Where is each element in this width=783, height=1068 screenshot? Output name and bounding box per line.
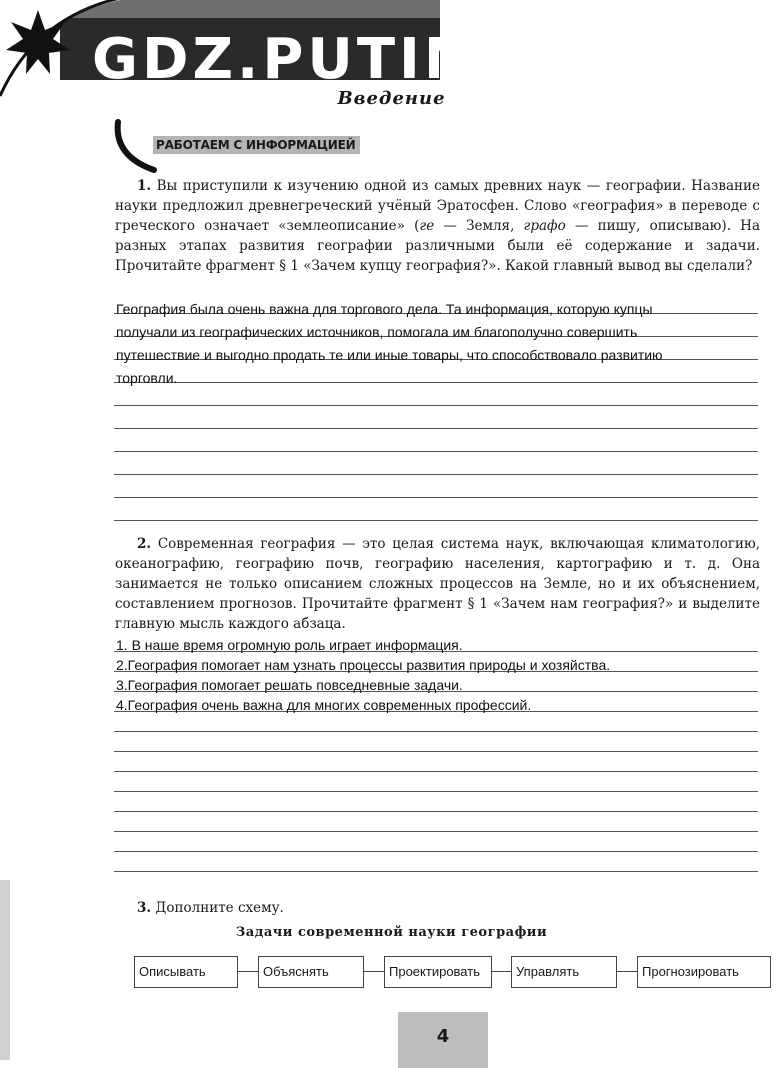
- answer-line: [114, 752, 758, 772]
- answer-text: 3.География помогает решать повседневные задачи.: [116, 677, 463, 693]
- task2-number: 2.: [137, 536, 152, 552]
- answer-line: [114, 291, 758, 317]
- task2-text-body: Современная география — это целая система наук, включающая климатологию, океанографию, географию почв, географию населения, картографию и т. д. Она занимается не только описанием сложных процессов на Земле, но и их объяснением, составлением прогнозов. Прочитайте фрагмент § 1 «Зачем нам география?» и выделите главную мысль каждого абзаца.: [115, 536, 761, 632]
- answer-line: [114, 812, 758, 832]
- answer-line: [114, 732, 758, 752]
- answer-line: [114, 475, 758, 498]
- answer-line: [114, 672, 758, 692]
- answer-text: путешествие и выгодно продать те или иные товары, что способствовало развитию: [116, 347, 663, 363]
- chapter-title: Введение: [337, 88, 446, 109]
- answer-line: [114, 337, 758, 363]
- diagram-connector: [492, 971, 511, 972]
- answer-line: [114, 360, 758, 386]
- diagram-box: [511, 956, 617, 988]
- answer-text: торговли.: [116, 370, 178, 386]
- task2-text: [115, 534, 760, 634]
- banner-text: GDZ.PUTINA: [92, 27, 523, 92]
- diagram-title: Задачи современной науки географии: [235, 925, 548, 940]
- task1-text-part2: — Земля,: [434, 218, 524, 234]
- answer-text: География была очень важна для торгового дела. Та информация, которую купцы: [116, 301, 653, 317]
- task3-number: 3.: [137, 900, 152, 916]
- answer-text: 2.География помогает нам узнать процессы развития природы и хозяйства.: [116, 657, 611, 673]
- task3-text: [115, 898, 760, 918]
- diagram-box: [384, 956, 492, 988]
- section-heading: РАБОТАЕМ С ИНФОРМАЦИЕЙ: [153, 136, 360, 154]
- diagram-box-label: Описывать: [139, 964, 206, 979]
- task1-answer-lines: [114, 291, 758, 521]
- task3-instruction: Дополните схему.: [155, 900, 284, 916]
- answer-line: [114, 772, 758, 792]
- task1-text-part3: — пишу, описываю). На разных этапах развития географии различными были её содержание и задачи. Прочитайте фрагмент § 1 «Зачем купцу география?». Какой главный вывод вы сделали?: [115, 218, 760, 274]
- page-number-tab: [398, 1012, 488, 1068]
- task2-answer-lines: [114, 632, 758, 872]
- answer-line: [114, 652, 758, 672]
- diagram-box-label: Прогнозировать: [642, 964, 739, 979]
- answer-line: [114, 692, 758, 712]
- answer-line: [114, 406, 758, 429]
- answer-line: [114, 314, 758, 340]
- answer-text: 4.География очень важна для многих современных профессий.: [116, 697, 532, 713]
- answer-line: [114, 852, 758, 872]
- task1-term-ge: ге: [419, 218, 435, 234]
- diagram-box: [258, 956, 364, 988]
- page-number: 4: [436, 1026, 450, 1047]
- answer-line: [114, 452, 758, 475]
- diagram-box: [637, 956, 771, 988]
- diagram-box-label: Объяснять: [263, 964, 329, 979]
- answer-line: [114, 383, 758, 406]
- task1-number: 1.: [137, 178, 152, 194]
- answer-text: получали из географических источников, помогала им благополучно совершить: [116, 324, 638, 340]
- task1-term-grafo: графо: [523, 218, 566, 234]
- diagram-connector: [364, 971, 384, 972]
- answer-text: 1. В наше время огромную роль играет информация.: [116, 637, 463, 653]
- diagram-box-label: Управлять: [516, 964, 580, 979]
- answer-line: [114, 429, 758, 452]
- diagram-box-label: Проектировать: [389, 964, 480, 979]
- task1-text: [115, 176, 760, 276]
- page-edge-shadow: [0, 880, 10, 1060]
- diagram-connector: [238, 971, 258, 972]
- task1-text-part1: Вы приступили к изучению одной из самых древних наук — географии. Название науки предложил древнегреческий учёный Эратосфен. Слово «география» в переводе с греческого означает «землеописание» (: [115, 178, 760, 234]
- answer-line: [114, 792, 758, 812]
- answer-line: [114, 712, 758, 732]
- diagram-box: [134, 956, 238, 988]
- diagram-connector: [617, 971, 637, 972]
- header-banner: [0, 0, 523, 98]
- answer-line: [114, 498, 758, 521]
- answer-line: [114, 832, 758, 852]
- answer-line: [114, 632, 758, 652]
